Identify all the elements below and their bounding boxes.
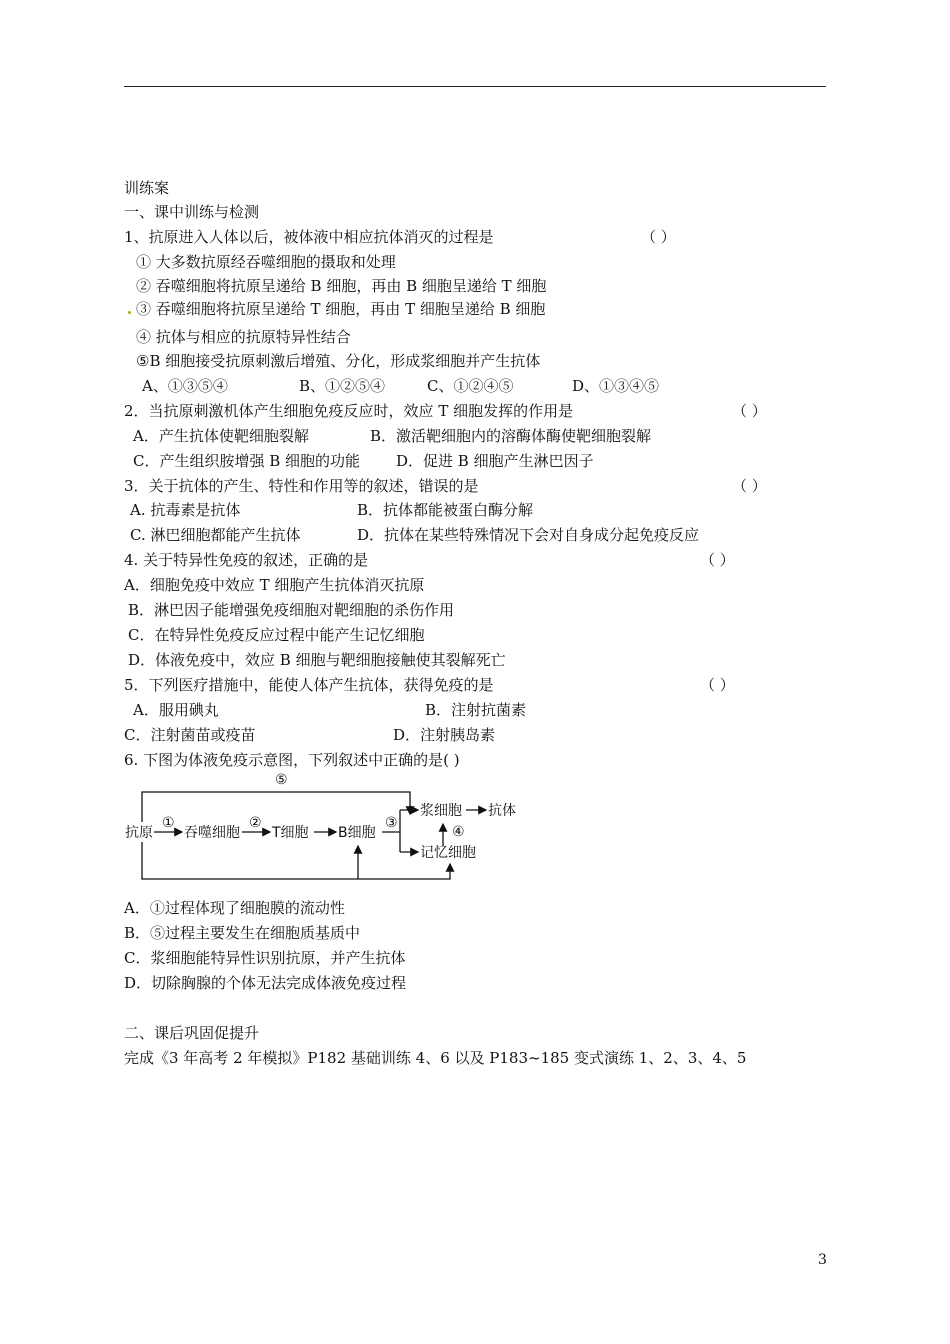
- header-rule: [124, 86, 826, 87]
- q4-option-c: C．在特异性免疫反应过程中能产生记忆细胞: [128, 626, 425, 644]
- q3-answer-paren: （ ）: [732, 477, 767, 495]
- q6-option-a: A．①过程体现了细胞膜的流动性: [124, 899, 345, 917]
- section-title: 训练案: [124, 179, 170, 197]
- label-1: ①: [162, 815, 175, 831]
- q6-option-c: C．浆细胞能特异性识别抗原，并产生抗体: [124, 949, 406, 967]
- q2-option-d: D．促进 B 细胞产生淋巴因子: [396, 452, 594, 470]
- q3-option-b: B．抗体都能被蛋白酶分解: [357, 501, 534, 519]
- node-b-cell: B细胞: [338, 825, 376, 841]
- q5-option-c: C．注射菌苗或疫苗: [124, 726, 256, 744]
- q6-stem: 6. 下图为体液免疫示意图，下列叙述中正确的是( ): [124, 751, 460, 769]
- q1-option-b: B、①②⑤④: [299, 377, 386, 395]
- q1-item-5: ⑤B 细胞接受抗原刺激后增殖、分化，形成浆细胞并产生抗体: [136, 352, 541, 370]
- q3-stem: 3．关于抗体的产生、特性和作用等的叙述，错误的是: [124, 477, 479, 495]
- label-2: ②: [249, 815, 262, 831]
- q2-option-a: A．产生抗体使靶细胞裂解: [133, 427, 309, 445]
- q3-option-a: A. 抗毒素是抗体: [130, 501, 241, 519]
- stray-dot: [128, 311, 131, 314]
- part2-title: 二、课后巩固促提升: [124, 1024, 260, 1042]
- q5-option-d: D．注射胰岛素: [393, 726, 496, 744]
- q4-stem: 4. 关于特异性免疫的叙述，正确的是: [124, 551, 369, 569]
- q1-item-3: ③ 吞噬细胞将抗原呈递给 T 细胞，再由 T 细胞呈递给 B 细胞: [136, 300, 546, 318]
- humoral-immunity-diagram: [120, 766, 530, 888]
- q1-item-2: ② 吞噬细胞将抗原呈递给 B 细胞，再由 B 细胞呈递给 T 细胞: [136, 277, 547, 295]
- q3-option-c: C. 淋巴细胞都能产生抗体: [130, 526, 301, 544]
- q1-option-d: D、①③④⑤: [572, 377, 660, 395]
- q2-answer-paren: （ ）: [732, 402, 767, 420]
- q5-answer-paren: （ ）: [700, 676, 735, 694]
- node-memory-cell: 记忆细胞: [420, 845, 476, 861]
- label-3: ③: [385, 815, 398, 831]
- q6-option-d: D．切除胸腺的个体无法完成体液免疫过程: [124, 974, 407, 992]
- node-antigen: 抗原: [125, 825, 153, 841]
- part1-title: 一、课中训练与检测: [124, 203, 260, 221]
- q5-stem: 5．下列医疗措施中，能使人体产生抗体，获得免疫的是: [124, 676, 494, 694]
- node-t-cell: T细胞: [272, 825, 309, 841]
- q6-option-b: B．⑤过程主要发生在细胞质基质中: [124, 924, 361, 942]
- page-number: 3: [818, 1252, 827, 1268]
- node-plasma-cell: 浆细胞: [420, 803, 462, 819]
- node-antibody: 抗体: [488, 803, 516, 819]
- q2-option-b: B．激活靶细胞内的溶酶体酶使靶细胞裂解: [370, 427, 652, 445]
- q2-stem: 2．当抗原刺激机体产生细胞免疫反应时，效应 T 细胞发挥的作用是: [124, 402, 574, 420]
- q5-option-a: A．服用碘丸: [133, 701, 219, 719]
- q1-answer-paren: （ ）: [641, 228, 676, 246]
- part2-text: 完成《3 年高考 2 年模拟》P182 基础训练 4、6 以及 P183~185 变式演练 1、2、3、4、5: [124, 1049, 747, 1067]
- q4-option-b: B．淋巴因子能增强免疫细胞对靶细胞的杀伤作用: [128, 601, 455, 619]
- q4-option-a: A．细胞免疫中效应 T 细胞产生抗体消灭抗原: [124, 576, 425, 594]
- q1-item-1: ① 大多数抗原经吞噬细胞的摄取和处理: [136, 253, 396, 271]
- q1-option-c: C、①②④⑤: [427, 377, 514, 395]
- q1-option-a: A、①③⑤④: [142, 377, 228, 395]
- loop-bottom-arrow: [142, 842, 450, 879]
- label-5: ⑤: [275, 772, 288, 788]
- node-phagocyte: 吞噬细胞: [184, 825, 240, 841]
- q3-option-d: D．抗体在某些特殊情况下会对自身成分起免疫反应: [357, 526, 700, 544]
- loop-top-arrow: [142, 792, 410, 822]
- q4-answer-paren: （ ）: [700, 551, 735, 569]
- q1-stem: 1、抗原进入人体以后，被体液中相应抗体消灭的过程是: [124, 228, 494, 246]
- q2-option-c: C．产生组织胺增强 B 细胞的功能: [133, 452, 361, 470]
- label-4: ④: [452, 824, 465, 840]
- q4-option-d: D．体液免疫中，效应 B 细胞与靶细胞接触使其裂解死亡: [128, 651, 506, 669]
- q5-option-b: B．注射抗菌素: [425, 701, 527, 719]
- q1-item-4: ④ 抗体与相应的抗原特异性结合: [136, 328, 351, 346]
